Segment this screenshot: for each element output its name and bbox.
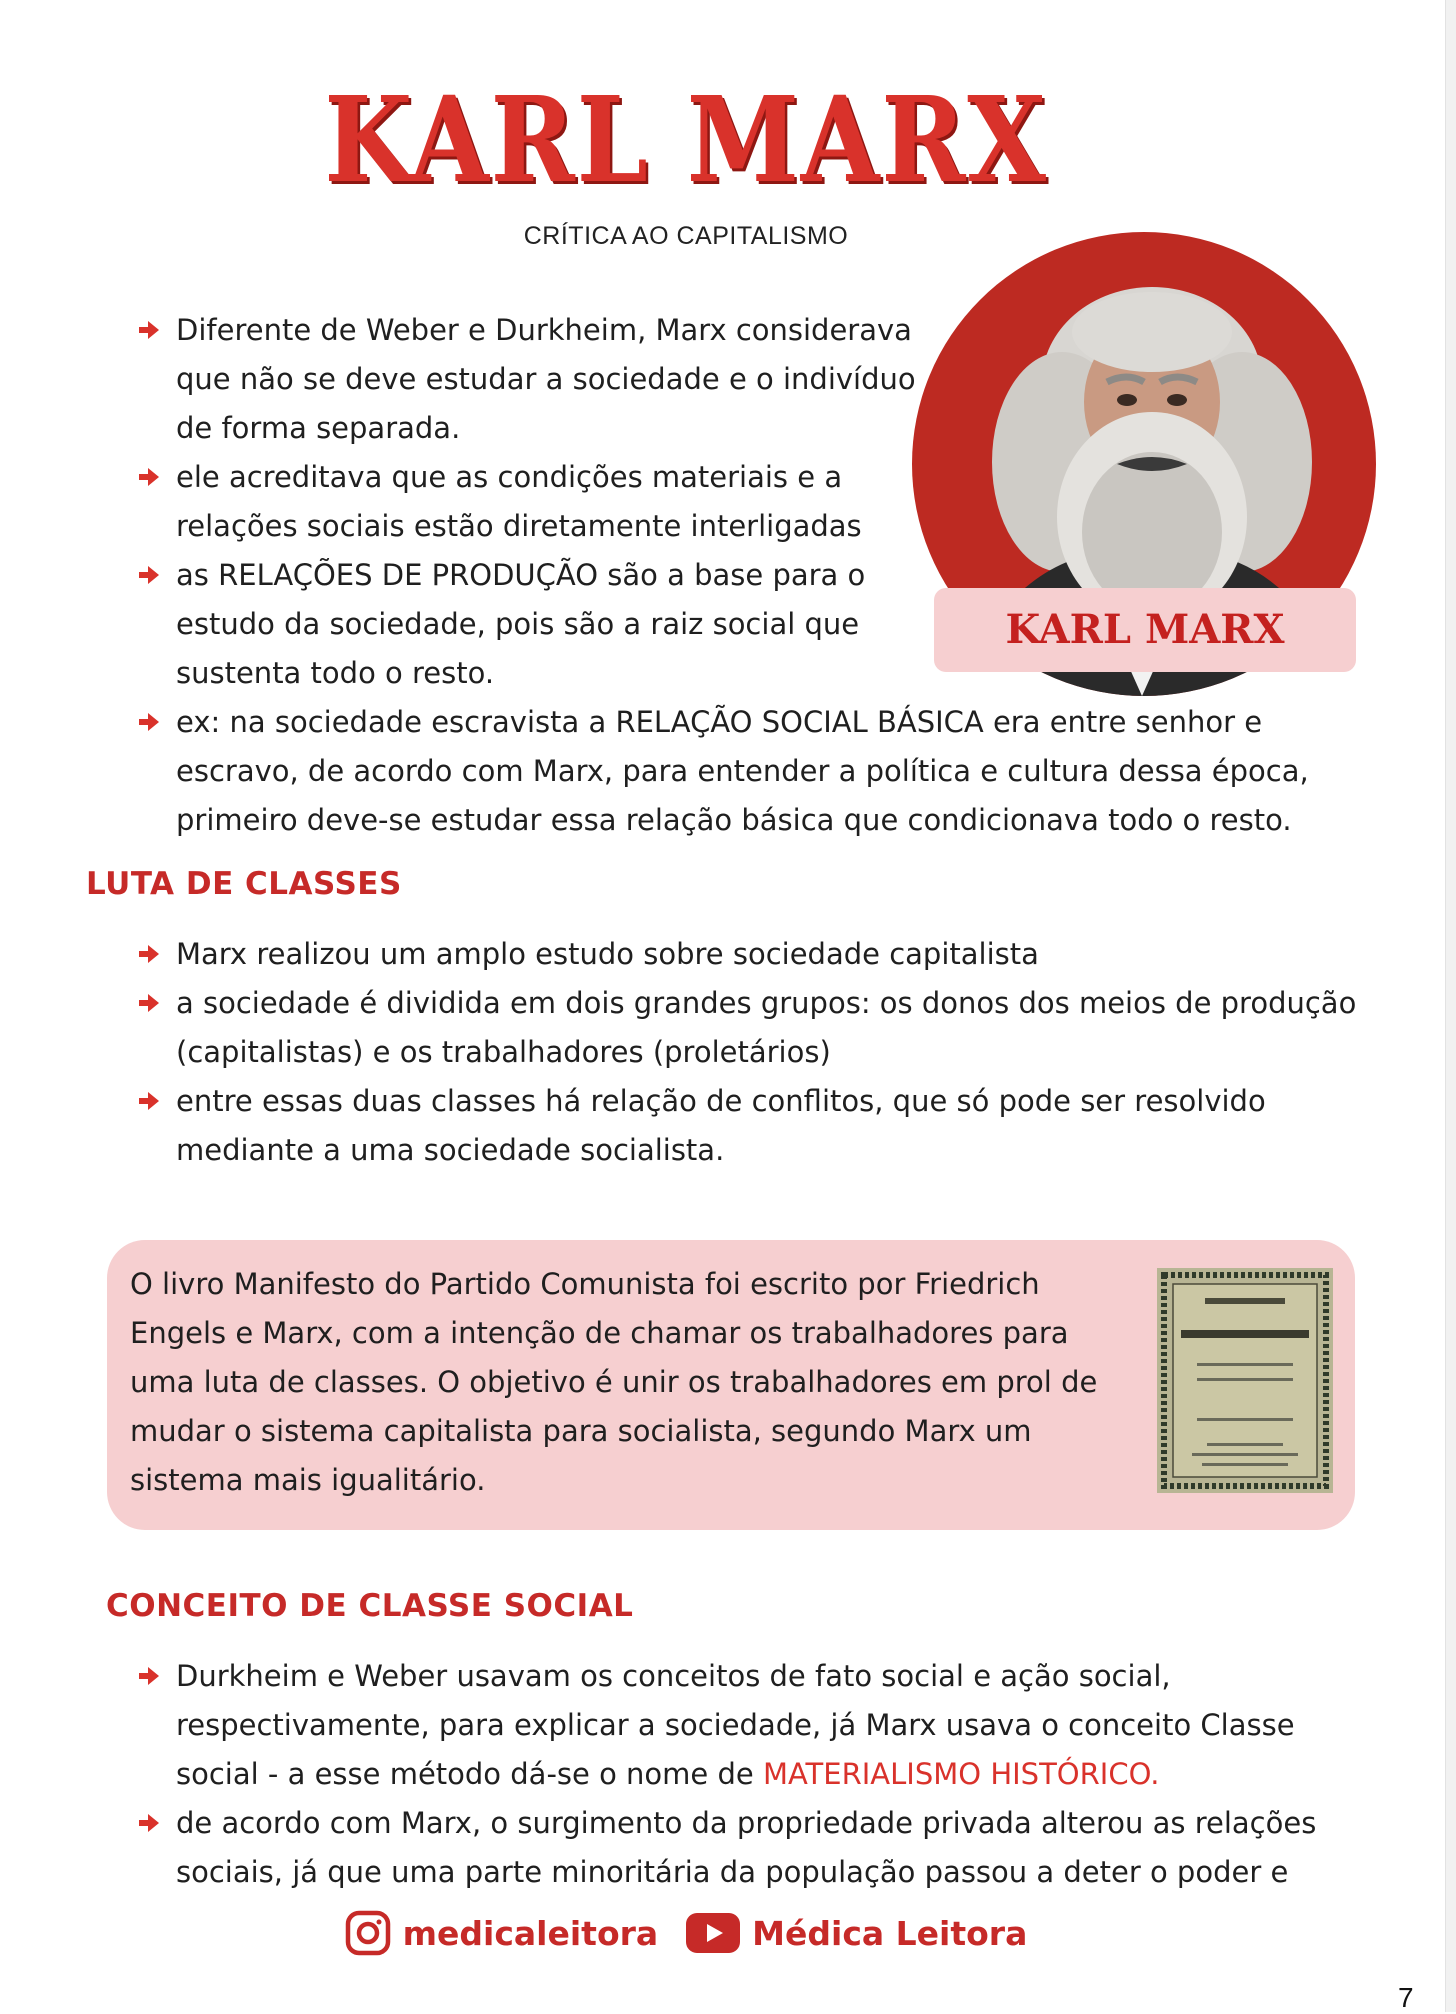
portrait-label: KARL MARX bbox=[934, 588, 1356, 672]
bullet-text: Diferente de Weber e Durkheim, Marx considerava que não se deve estudar a sociedade e o indivíduo de forma separada. bbox=[176, 313, 916, 445]
arrow-right-icon bbox=[139, 468, 159, 486]
bullet-text: as RELAÇÕES DE PRODUÇÃO são a base para o estudo da sociedade, pois são a raiz social que sustenta todo o resto. bbox=[176, 558, 866, 690]
page-edge bbox=[1445, 0, 1456, 2012]
bullet-text: entre essas duas classes há relação de conflitos, que só pode ser resolvido mediante a uma sociedade socialista. bbox=[176, 1084, 1266, 1167]
page-title: KARL MARX bbox=[324, 70, 1048, 209]
list-item bbox=[139, 1077, 1359, 1175]
arrow-right-icon bbox=[139, 321, 159, 339]
section-heading-luta-de-classes: LUTA DE CLASSES bbox=[86, 866, 402, 902]
instagram-handle: medicaleitora bbox=[402, 1913, 659, 1953]
bullet-text: ele acreditava que as condições materiais e a relações sociais estão diretamente interligadas bbox=[176, 460, 862, 543]
list-item bbox=[139, 698, 1359, 845]
bullet-text: de acordo com Marx, o surgimento da propriedade privada alterou as relações sociais, já que uma parte minoritária da população passou a deter o poder e bbox=[176, 1806, 1317, 1889]
footer-social-links bbox=[0, 1910, 1372, 1956]
list-item bbox=[139, 930, 1359, 979]
list-item bbox=[139, 306, 919, 453]
list-item bbox=[139, 979, 1359, 1077]
list-item bbox=[139, 453, 919, 551]
instagram-icon bbox=[345, 1910, 391, 1956]
conceito-bullet-list bbox=[139, 1652, 1369, 1897]
list-item bbox=[139, 1652, 1369, 1799]
materialismo-historico-highlight: MATERIALISMO HISTÓRICO. bbox=[762, 1757, 1160, 1791]
bullet-text: Marx realizou um amplo estudo sobre sociedade capitalista bbox=[176, 937, 1039, 971]
manifesto-book-cover-image bbox=[1157, 1268, 1333, 1493]
page-subtitle: CRÍTICA AO CAPITALISMO bbox=[523, 222, 849, 250]
bullet-text: a sociedade é dividida em dois grandes grupos: os donos dos meios de produção (capitalistas) e os trabalhadores (proletários) bbox=[176, 986, 1357, 1069]
page-number: 7 bbox=[1398, 1982, 1414, 2013]
arrow-right-icon bbox=[139, 1092, 159, 1110]
arrow-right-icon bbox=[139, 945, 159, 963]
arrow-right-icon bbox=[139, 994, 159, 1012]
arrow-right-icon bbox=[139, 1814, 159, 1832]
arrow-right-icon bbox=[139, 713, 159, 731]
luta-bullet-list bbox=[139, 930, 1359, 1175]
intro-bullet-list bbox=[139, 306, 919, 698]
intro-bullet-list-wide bbox=[139, 698, 1359, 845]
list-item bbox=[139, 551, 919, 698]
youtube-link[interactable] bbox=[686, 1913, 1027, 1953]
youtube-channel-name: Médica Leitora bbox=[752, 1913, 1028, 1953]
bullet-text: ex: na sociedade escravista a RELAÇÃO SOCIAL BÁSICA era entre senhor e escravo, de acordo com Marx, para entender a política e cultura dessa época, primeiro deve-se estudar essa relação básica que condicionava todo o resto. bbox=[176, 705, 1309, 837]
arrow-right-icon bbox=[139, 566, 159, 584]
arrow-right-icon bbox=[139, 1667, 159, 1685]
section-heading-conceito-de-classe-social: CONCEITO DE CLASSE SOCIAL bbox=[106, 1588, 634, 1624]
bullet-text: Durkheim e Weber usavam os conceitos de fato social e ação social, respectivamente, para explicar a sociedade, já Marx usava o conceito Classe social - a esse método dá-se o nome de bbox=[176, 1659, 1295, 1791]
instagram-link[interactable] bbox=[345, 1910, 659, 1956]
list-item bbox=[139, 1799, 1369, 1897]
callout-text: O livro Manifesto do Partido Comunista foi escrito por Friedrich Engels e Marx, com a intenção de chamar os trabalhadores para uma luta de classes. O objetivo é unir os trabalhadores em prol de mudar o sistema capitalista para socialista, segundo Marx um sistema mais igualitário. bbox=[130, 1267, 1098, 1497]
youtube-icon bbox=[686, 1913, 740, 1953]
